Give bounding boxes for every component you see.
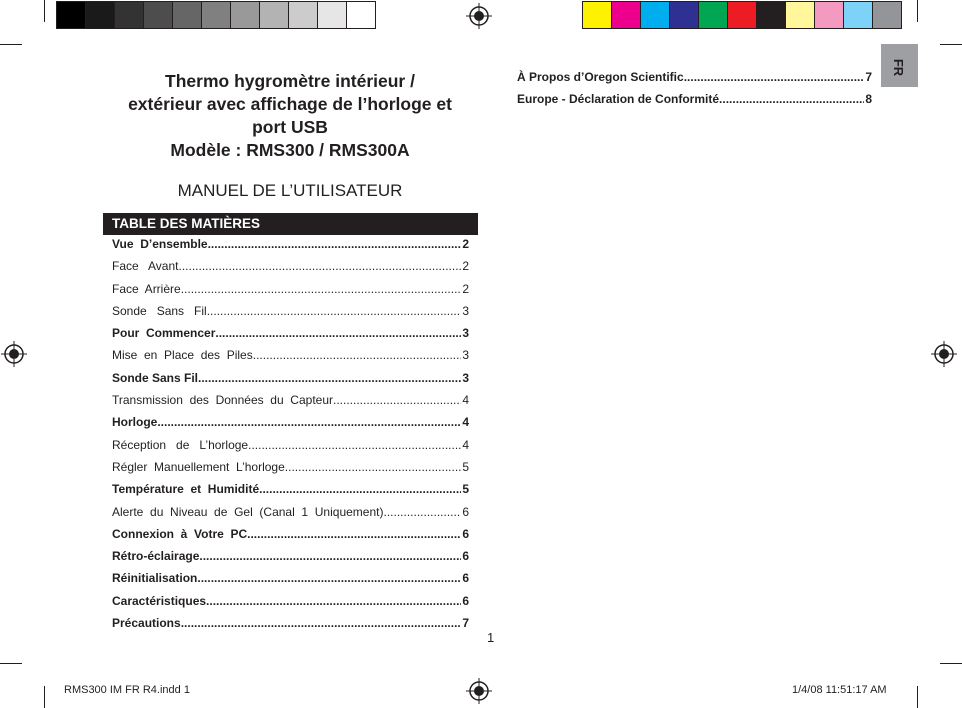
- toc-entry-label: Face Arrière: [112, 281, 181, 296]
- color-swatch: [346, 1, 376, 29]
- toc-entry-page: 4: [462, 415, 469, 430]
- toc-leader-dots: [181, 616, 462, 630]
- toc-entry: [112, 348, 469, 370]
- toc-entry-page: 6: [462, 526, 469, 541]
- toc-entry: [112, 326, 469, 348]
- toc-entry-page: 6: [462, 549, 469, 564]
- toc-entry-label: Pour Commencer: [112, 326, 216, 341]
- toc-leader-dots: [181, 282, 462, 296]
- toc-entry-label: Face Avant: [112, 259, 179, 274]
- toc-entry-page: 7: [865, 70, 872, 84]
- toc-entry-label: Horloge: [112, 415, 158, 430]
- toc-entry-page: 4: [462, 393, 469, 408]
- toc-entry-page: 3: [462, 370, 469, 385]
- toc-leader-dots: [157, 415, 461, 429]
- toc-leader-dots: [383, 505, 461, 519]
- toc-leader-dots: [197, 571, 461, 585]
- color-swatch: [727, 1, 757, 29]
- toc-entry-page: 8: [865, 92, 872, 106]
- toc-entry-page: 2: [462, 259, 469, 274]
- color-swatch: [814, 1, 844, 29]
- color-swatch: [143, 1, 173, 29]
- toc-entry-page: 2: [462, 281, 469, 296]
- color-swatch: [698, 1, 728, 29]
- color-swatch: [230, 1, 260, 29]
- toc-entry: [112, 571, 469, 593]
- toc-entry-page: 3: [462, 303, 469, 318]
- toc-entry: [517, 70, 872, 92]
- toc-leader-dots: [259, 482, 461, 496]
- crop-mark: [44, 686, 45, 708]
- toc-leader-dots: [206, 594, 461, 608]
- registration-mark-icon: [466, 3, 492, 29]
- toc-entry-page: 6: [462, 504, 469, 519]
- toc-leader-dots: [719, 92, 864, 106]
- date-slug: 1/4/08 11:51:17 AM: [792, 684, 887, 696]
- toc-entry: [112, 304, 469, 326]
- toc-header: TABLE DES MATIÈRES: [103, 213, 478, 235]
- color-swatch: [85, 1, 115, 29]
- toc-entry-label: Alerte du Niveau de Gel (Canal 1 Uniquement): [112, 504, 384, 519]
- toc-leader-dots: [285, 460, 462, 474]
- toc-leader-dots: [248, 438, 461, 452]
- toc-entry-page: 5: [462, 482, 469, 497]
- color-swatch: [640, 1, 670, 29]
- toc-entry-label: Mise en Place des Piles: [112, 348, 253, 363]
- toc-entry: [112, 549, 469, 571]
- language-tab-label: FR: [891, 58, 907, 77]
- toc-entry-page: 2: [462, 237, 469, 251]
- toc-entry: [112, 393, 469, 415]
- toc-entry-page: 6: [462, 571, 469, 586]
- toc-leader-dots: [207, 304, 462, 318]
- color-swatch: [843, 1, 873, 29]
- toc-entry: [112, 371, 469, 393]
- crop-mark: [917, 686, 918, 708]
- toc-entry-label: Température et Humidité: [112, 482, 260, 497]
- language-tab: [881, 44, 918, 87]
- toc-leader-dots: [208, 237, 462, 251]
- toc-entry: [112, 505, 469, 527]
- toc-leader-dots: [253, 348, 462, 362]
- toc-entry: [112, 527, 469, 549]
- title-line: port USB: [252, 117, 328, 137]
- color-swatch: [114, 1, 144, 29]
- color-swatch: [172, 1, 202, 29]
- toc-entry: [112, 616, 469, 638]
- toc-entry-page: 6: [462, 593, 469, 608]
- toc-entry: [112, 482, 469, 504]
- toc-entry: [112, 237, 469, 259]
- toc-entry-label: Europe - Déclaration de Conformité: [517, 92, 720, 106]
- manual-subtitle: MANUEL DE L’UTILISATEUR: [177, 181, 403, 200]
- crop-mark: [44, 0, 45, 22]
- toc-entry-page: 7: [462, 616, 469, 631]
- toc-entry-label: Réception de L’horloge: [112, 437, 249, 452]
- color-swatch: [201, 1, 231, 29]
- toc-entry-page: 3: [462, 326, 469, 341]
- toc-entry-label: À Propos d’Oregon Scientific: [517, 70, 684, 84]
- toc-entry-label: Rétro-éclairage: [112, 549, 200, 564]
- toc-entry-label: Réinitialisation: [112, 571, 198, 586]
- title-line: extérieur avec affichage de l’horloge et: [128, 94, 452, 114]
- toc-entry-label: Sonde Sans Fil: [112, 370, 199, 385]
- toc-entry-label: Caractéristiques: [112, 593, 207, 608]
- toc-leader-dots: [684, 70, 865, 84]
- color-swatch: [288, 1, 318, 29]
- file-slug: RMS300 IM FR R4.indd 1: [64, 684, 190, 696]
- color-swatch: [317, 1, 347, 29]
- color-swatch: [259, 1, 289, 29]
- toc-entry-page: 5: [462, 459, 469, 474]
- registration-mark-icon: [1, 341, 27, 367]
- toc-leader-dots: [198, 371, 461, 385]
- toc-entry-label: Régler Manuellement L’horloge: [112, 459, 285, 474]
- color-swatch: [872, 1, 902, 29]
- toc-leader-dots: [179, 259, 462, 273]
- title-line: Thermo hygromètre intérieur /: [165, 71, 415, 91]
- registration-mark-icon: [466, 678, 492, 704]
- color-swatch: [611, 1, 641, 29]
- toc-entry-label: Sonde Sans Fil: [112, 303, 207, 318]
- toc-leader-dots: [333, 393, 461, 407]
- color-swatch: [785, 1, 815, 29]
- toc-entry-label: Précautions: [112, 616, 181, 631]
- color-swatch: [56, 1, 86, 29]
- color-swatch: [669, 1, 699, 29]
- toc-entry: [517, 92, 872, 114]
- toc-leader-dots: [215, 326, 461, 340]
- model-line: Modèle : RMS300 / RMS300A: [170, 140, 410, 160]
- color-swatch: [582, 1, 612, 29]
- toc-entry: [112, 282, 469, 304]
- toc-entry: [112, 460, 469, 482]
- registration-mark-icon: [931, 341, 957, 367]
- color-swatch: [756, 1, 786, 29]
- table-of-contents: [112, 237, 469, 638]
- toc-entry: [112, 438, 469, 460]
- toc-entry-page: 4: [462, 437, 469, 452]
- page-number: 1: [487, 630, 495, 645]
- toc-entry-label: Connexion à Votre PC: [112, 526, 248, 541]
- document-title: [100, 70, 480, 162]
- crop-mark: [940, 44, 962, 45]
- table-of-contents-continued: [517, 70, 872, 114]
- crop-mark: [0, 44, 22, 45]
- crop-mark: [940, 663, 962, 664]
- toc-entry-label: Vue D’ensemble: [112, 237, 208, 251]
- crop-mark: [917, 0, 918, 22]
- toc-entry-label: Transmission des Données du Capteur: [112, 393, 333, 408]
- toc-entry: [112, 259, 469, 281]
- toc-leader-dots: [247, 527, 461, 541]
- toc-entry: [112, 594, 469, 616]
- toc-leader-dots: [199, 549, 461, 563]
- toc-entry-page: 3: [462, 348, 469, 363]
- crop-mark: [0, 663, 22, 664]
- toc-entry: [112, 415, 469, 437]
